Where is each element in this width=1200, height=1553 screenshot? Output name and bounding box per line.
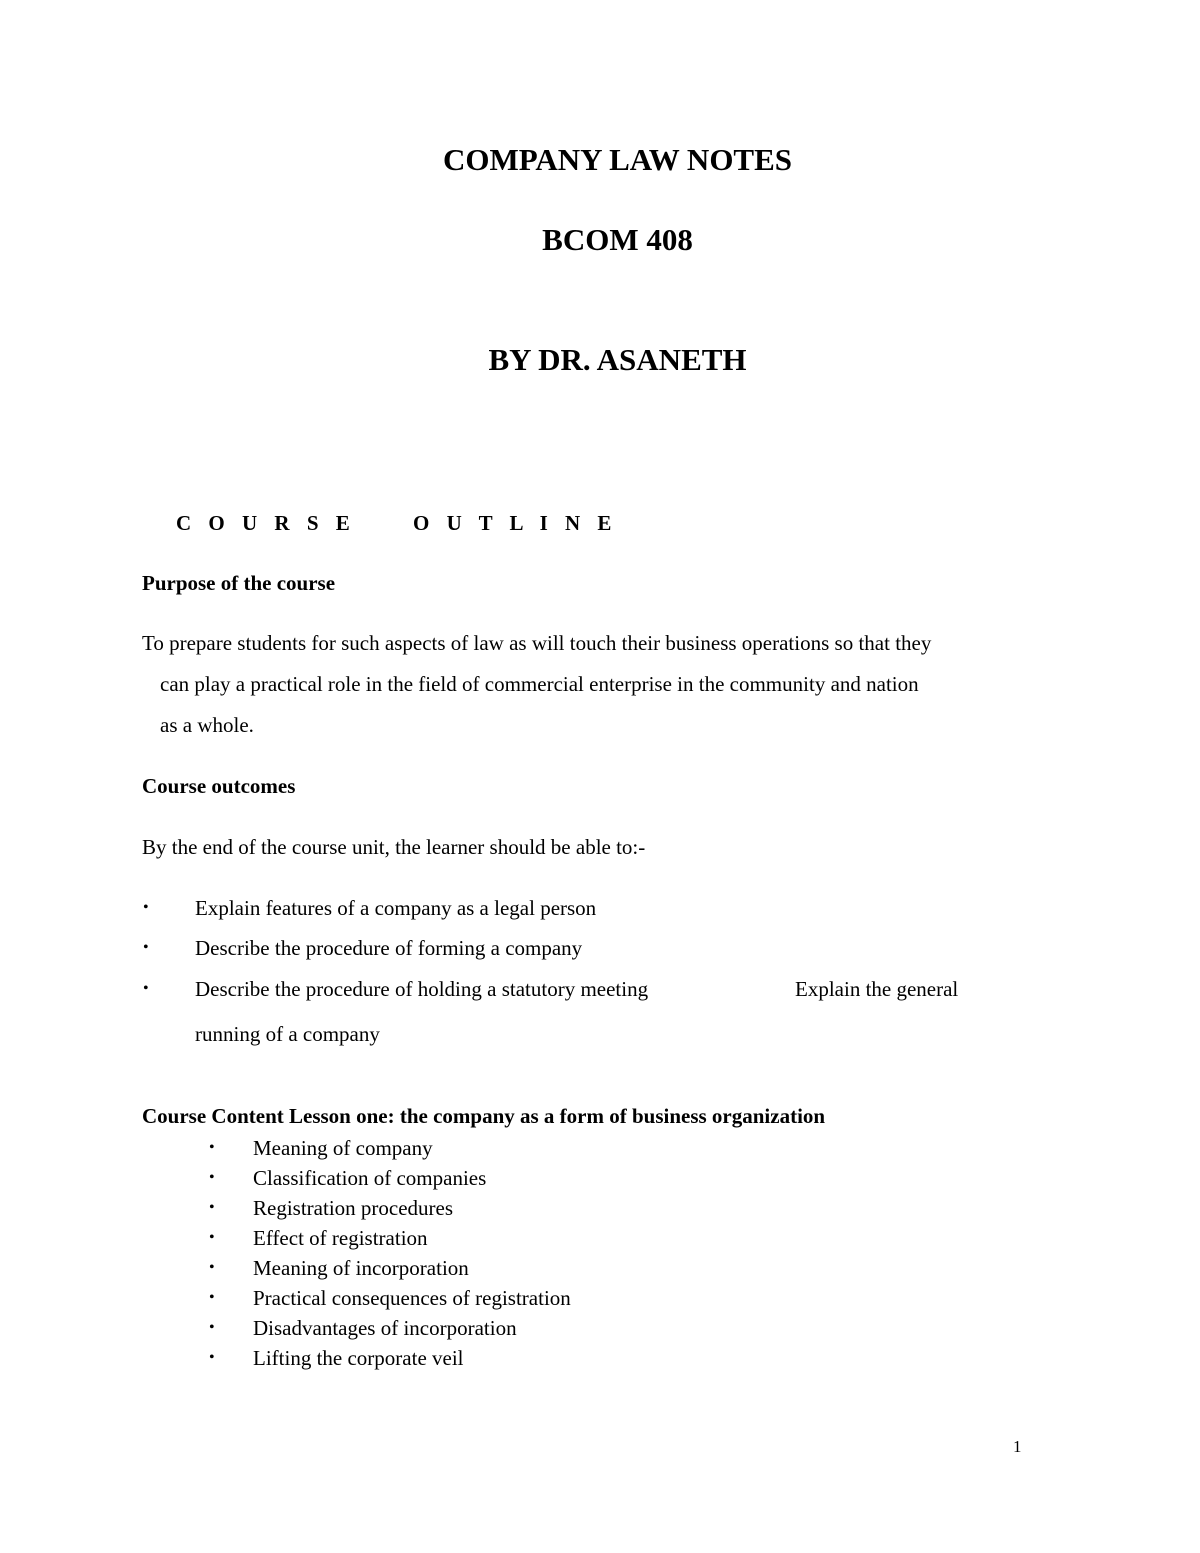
- content-list: [209, 1133, 571, 1373]
- outcome-item-continuation: running of a company: [195, 1022, 380, 1046]
- list-item: [209, 1283, 571, 1313]
- list-item: [209, 1223, 571, 1253]
- list-item-label: Effect of registration: [253, 1226, 428, 1250]
- document-title: COMPANY LAW NOTES: [442, 142, 793, 177]
- list-item: [209, 1313, 571, 1343]
- purpose-line: To prepare students for such aspects of law as will touch their business operations so that they: [142, 631, 932, 655]
- list-item-label: Classification of companies: [253, 1166, 487, 1190]
- list-item: [209, 1133, 571, 1163]
- outcome-item-tail: Explain the general: [795, 977, 959, 1001]
- purpose-paragraph: [142, 623, 1042, 746]
- purpose-heading: Purpose of the course: [142, 571, 336, 595]
- outcome-item: Explain features of a company as a legal person: [195, 896, 597, 920]
- page-number: 1: [1013, 1437, 1022, 1456]
- list-item: [209, 1253, 571, 1283]
- bullet-icon: •: [209, 1289, 215, 1306]
- bullet-icon: •: [209, 1199, 215, 1216]
- bullet-icon: •: [209, 1229, 215, 1246]
- list-item-label: Meaning of incorporation: [253, 1256, 469, 1280]
- bullet-icon: •: [209, 1319, 215, 1336]
- list-item: [209, 1193, 571, 1223]
- bullet-icon: •: [209, 1169, 215, 1186]
- outcomes-heading: Course outcomes: [142, 774, 296, 798]
- course-code: BCOM 408: [542, 222, 693, 257]
- outline-heading-word1: C O U R S E: [176, 511, 356, 535]
- outcome-item: Describe the procedure of holding a statutory meeting: [195, 977, 649, 1001]
- purpose-line: as a whole.: [160, 713, 254, 737]
- bullet-icon: •: [209, 1349, 215, 1366]
- purpose-line: can play a practical role in the field of commercial enterprise in the community and nation: [160, 672, 919, 696]
- bullet-icon: •: [209, 1259, 215, 1276]
- list-item-label: Practical consequences of registration: [253, 1286, 571, 1310]
- list-item-label: Registration procedures: [253, 1196, 454, 1220]
- list-item: [209, 1343, 571, 1373]
- bullet-icon: •: [143, 980, 149, 997]
- bullet-icon: •: [209, 1139, 215, 1156]
- author-line: BY DR. ASANETH: [488, 342, 747, 377]
- outline-heading-word2: O U T L I N E: [413, 511, 618, 535]
- list-item-label: Disadvantages of incorporation: [253, 1316, 517, 1340]
- bullet-icon: •: [143, 939, 149, 956]
- outcome-item: Describe the procedure of forming a company: [195, 936, 583, 960]
- content-heading: Course Content Lesson one: the company as a form of business organization: [142, 1104, 826, 1128]
- bullet-icon: •: [143, 899, 149, 916]
- list-item: [209, 1163, 571, 1193]
- list-item-label: Meaning of company: [253, 1136, 433, 1160]
- list-item-label: Lifting the corporate veil: [253, 1346, 464, 1370]
- outcomes-intro: By the end of the course unit, the learner should be able to:-: [142, 835, 646, 859]
